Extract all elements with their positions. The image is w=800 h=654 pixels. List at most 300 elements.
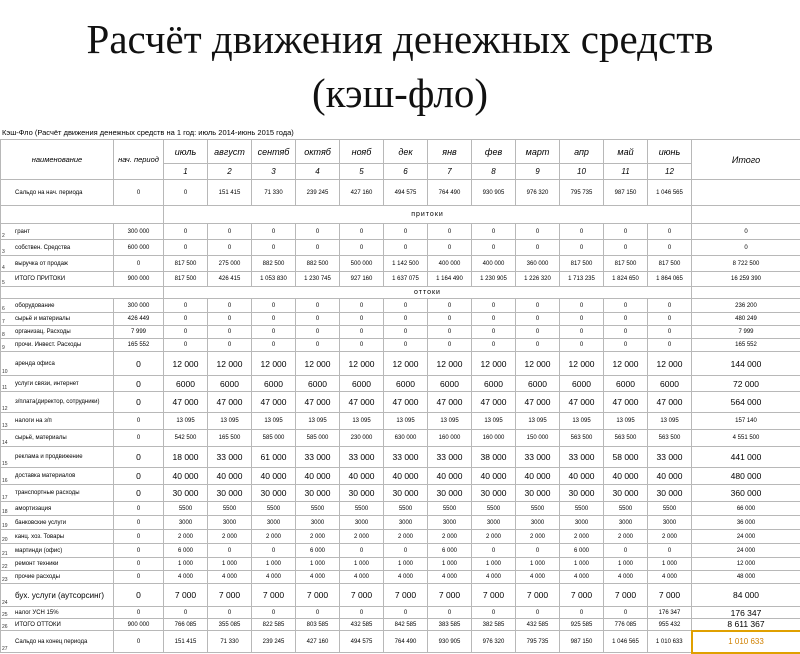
month-value: 0 <box>472 313 516 326</box>
header-name: наименование <box>1 140 114 180</box>
month-header: май <box>604 140 648 164</box>
month-value: 494 575 <box>384 180 428 206</box>
month-value: 2 000 <box>208 530 252 544</box>
month-value: 803 585 <box>296 619 340 631</box>
month-value: 426 415 <box>208 272 252 287</box>
month-value: 2 000 <box>384 530 428 544</box>
month-value: 766 085 <box>164 619 208 631</box>
row-label <box>1 619 114 631</box>
total-value: 72 000 <box>692 376 800 392</box>
month-value: 13 095 <box>604 413 648 430</box>
total-value: 16 259 390 <box>692 272 800 287</box>
month-value: 976 320 <box>472 631 516 653</box>
table-row <box>1 558 800 571</box>
table-row <box>1 392 800 413</box>
month-value: 400 000 <box>472 256 516 272</box>
month-value: 1 230 745 <box>296 272 340 287</box>
month-value: 2 000 <box>340 530 384 544</box>
row-label <box>1 544 114 558</box>
start-value: 0 <box>114 447 164 468</box>
table-caption: Кэш-Фло (Расчёт движения денежных средств на 1 год: июль 2014-июнь 2015 года) <box>2 128 294 137</box>
month-value: 0 <box>560 339 604 352</box>
month-value: 0 <box>296 326 340 339</box>
month-header: дек <box>384 140 428 164</box>
month-value: 176 347 <box>648 607 692 619</box>
month-value: 5500 <box>208 502 252 516</box>
start-value: 0 <box>114 584 164 607</box>
start-value: 900 000 <box>114 619 164 631</box>
month-value: 0 <box>384 607 428 619</box>
total-value: 157 140 <box>692 413 800 430</box>
month-value: 0 <box>516 299 560 313</box>
month-value: 930 905 <box>472 180 516 206</box>
month-value: 3000 <box>252 516 296 530</box>
row-label-text: Сальдо на нач. периода <box>15 190 82 196</box>
month-value: 165 500 <box>208 430 252 447</box>
month-value: 0 <box>516 313 560 326</box>
month-value: 882 500 <box>252 256 296 272</box>
month-value: 585 000 <box>252 430 296 447</box>
row-label-text: транспортные расходы <box>15 490 80 496</box>
month-value: 2 000 <box>252 530 296 544</box>
month-value: 0 <box>516 326 560 339</box>
month-value: 58 000 <box>604 447 648 468</box>
month-value: 0 <box>648 299 692 313</box>
table-row <box>1 516 800 530</box>
month-header: август <box>208 140 252 164</box>
row-label <box>1 516 114 530</box>
month-value: 0 <box>340 313 384 326</box>
row-number: 10 <box>2 369 8 375</box>
month-value: 6000 <box>648 376 692 392</box>
month-value: 47 000 <box>516 392 560 413</box>
month-value: 0 <box>472 299 516 313</box>
month-value: 30 000 <box>428 485 472 502</box>
outflows-section-header <box>1 287 800 299</box>
month-value: 7 000 <box>648 584 692 607</box>
row-label <box>1 430 114 447</box>
month-value: 976 320 <box>516 180 560 206</box>
month-value: 432 585 <box>516 619 560 631</box>
month-header: июнь <box>648 140 692 164</box>
month-value: 0 <box>560 607 604 619</box>
month-number: 9 <box>516 164 560 180</box>
table-row <box>1 502 800 516</box>
month-value: 0 <box>296 607 340 619</box>
month-value: 6000 <box>472 376 516 392</box>
month-value: 40 000 <box>164 468 208 485</box>
month-value: 33 000 <box>384 447 428 468</box>
month-value: 4 000 <box>560 571 604 584</box>
month-value: 1 226 320 <box>516 272 560 287</box>
month-value: 0 <box>384 224 428 240</box>
row-number: 23 <box>2 577 8 583</box>
row-label <box>1 256 114 272</box>
total-value: 165 552 <box>692 339 800 352</box>
month-value: 6000 <box>252 376 296 392</box>
total-value: 24 000 <box>692 544 800 558</box>
month-value: 12 000 <box>164 352 208 376</box>
total-value: 360 000 <box>692 485 800 502</box>
month-value: 0 <box>604 326 648 339</box>
month-value: 1 142 500 <box>384 256 428 272</box>
month-value: 47 000 <box>164 392 208 413</box>
start-value: 0 <box>114 502 164 516</box>
month-value: 6000 <box>428 376 472 392</box>
start-value: 300 000 <box>114 299 164 313</box>
month-value: 30 000 <box>384 485 428 502</box>
row-label <box>1 299 114 313</box>
row-label-text: мартинди (офис) <box>15 548 62 554</box>
month-value: 500 000 <box>340 256 384 272</box>
total-value: 480 249 <box>692 313 800 326</box>
row-label <box>1 313 114 326</box>
row-label-text: сырьё, материалы <box>15 435 67 441</box>
section-title: притоки <box>164 206 692 224</box>
total-value: 0 <box>692 224 800 240</box>
month-value: 0 <box>164 299 208 313</box>
month-value: 47 000 <box>604 392 648 413</box>
month-value: 1 230 905 <box>472 272 516 287</box>
month-value: 30 000 <box>340 485 384 502</box>
month-value: 0 <box>164 240 208 256</box>
total-value: 236 200 <box>692 299 800 313</box>
month-value: 7 000 <box>516 584 560 607</box>
row-label-text: прочи. Инвест. Расходы <box>15 342 81 348</box>
month-value: 4 000 <box>472 571 516 584</box>
month-value: 0 <box>648 339 692 352</box>
start-value: 0 <box>114 256 164 272</box>
total-value: 480 000 <box>692 468 800 485</box>
month-number: 4 <box>296 164 340 180</box>
month-value: 817 500 <box>164 256 208 272</box>
month-value: 0 <box>472 607 516 619</box>
month-value: 7 000 <box>560 584 604 607</box>
month-value: 13 095 <box>340 413 384 430</box>
month-value: 0 <box>472 224 516 240</box>
month-header: апр <box>560 140 604 164</box>
row-label-text: доставка материалов <box>15 473 75 479</box>
row-number: 3 <box>2 249 5 255</box>
month-value: 3000 <box>340 516 384 530</box>
month-value: 47 000 <box>252 392 296 413</box>
month-value: 33 000 <box>428 447 472 468</box>
total-value: 564 000 <box>692 392 800 413</box>
month-value: 1 000 <box>384 558 428 571</box>
month-value: 795 735 <box>516 631 560 653</box>
month-value: 0 <box>384 240 428 256</box>
month-value: 5500 <box>164 502 208 516</box>
month-header: янв <box>428 140 472 164</box>
month-value: 5500 <box>340 502 384 516</box>
month-value: 230 000 <box>340 430 384 447</box>
month-value: 494 575 <box>340 631 384 653</box>
month-value: 71 330 <box>208 631 252 653</box>
month-value: 0 <box>648 240 692 256</box>
month-value: 1 000 <box>252 558 296 571</box>
month-value: 40 000 <box>340 468 384 485</box>
total-value: 176 347 <box>692 607 800 619</box>
month-value: 0 <box>516 544 560 558</box>
start-value: 426 449 <box>114 313 164 326</box>
month-value: 13 095 <box>516 413 560 430</box>
month-value: 13 095 <box>296 413 340 430</box>
month-value: 0 <box>428 339 472 352</box>
month-value: 1 000 <box>516 558 560 571</box>
month-number: 10 <box>560 164 604 180</box>
month-value: 30 000 <box>516 485 560 502</box>
cash-flow-table <box>0 139 800 654</box>
month-value: 0 <box>472 339 516 352</box>
month-value: 3000 <box>648 516 692 530</box>
month-value: 6000 <box>340 376 384 392</box>
month-value: 0 <box>164 313 208 326</box>
table-row <box>1 468 800 485</box>
row-label <box>1 502 114 516</box>
month-value: 2 000 <box>296 530 340 544</box>
month-value: 1 000 <box>472 558 516 571</box>
month-value: 0 <box>428 313 472 326</box>
table-row <box>1 272 800 287</box>
month-value: 33 000 <box>340 447 384 468</box>
month-value: 33 000 <box>648 447 692 468</box>
month-value: 30 000 <box>296 485 340 502</box>
month-value: 542 500 <box>164 430 208 447</box>
start-value: 0 <box>114 430 164 447</box>
row-number: 12 <box>2 406 8 412</box>
row-label <box>1 631 114 653</box>
month-value: 0 <box>560 313 604 326</box>
month-number: 12 <box>648 164 692 180</box>
month-number: 7 <box>428 164 472 180</box>
month-value: 0 <box>296 240 340 256</box>
total-value: 1 010 633 <box>692 631 800 653</box>
month-value: 776 085 <box>604 619 648 631</box>
month-value: 0 <box>428 224 472 240</box>
month-value: 30 000 <box>252 485 296 502</box>
month-value: 0 <box>252 339 296 352</box>
month-value: 2 000 <box>604 530 648 544</box>
row-number: 18 <box>2 509 8 515</box>
month-value: 30 000 <box>648 485 692 502</box>
row-number: 25 <box>2 612 8 618</box>
row-label-text: банковские услуги <box>15 520 66 526</box>
month-value: 0 <box>516 224 560 240</box>
month-value: 987 150 <box>604 180 648 206</box>
month-value: 40 000 <box>252 468 296 485</box>
row-label <box>1 468 114 485</box>
month-value: 0 <box>604 607 648 619</box>
month-value: 7 000 <box>208 584 252 607</box>
month-value: 3000 <box>208 516 252 530</box>
month-value: 3000 <box>560 516 604 530</box>
month-value: 7 000 <box>472 584 516 607</box>
month-value: 0 <box>648 313 692 326</box>
row-label <box>1 392 114 413</box>
row-label <box>1 180 114 206</box>
month-value: 764 490 <box>428 180 472 206</box>
month-value: 30 000 <box>604 485 648 502</box>
month-value: 0 <box>208 299 252 313</box>
month-value: 817 500 <box>648 256 692 272</box>
month-value: 0 <box>340 326 384 339</box>
month-value: 0 <box>208 607 252 619</box>
row-number: 9 <box>2 345 5 351</box>
month-value: 12 000 <box>428 352 472 376</box>
month-value: 6000 <box>560 376 604 392</box>
start-value: 165 552 <box>114 339 164 352</box>
total-value: 4 551 500 <box>692 430 800 447</box>
month-value: 150 000 <box>516 430 560 447</box>
month-value: 0 <box>208 224 252 240</box>
month-value: 47 000 <box>428 392 472 413</box>
month-value: 3000 <box>516 516 560 530</box>
cash-flow-sheet <box>0 139 800 654</box>
month-value: 33 000 <box>296 447 340 468</box>
month-value: 71 330 <box>252 180 296 206</box>
row-label-text: аренда офиса <box>15 361 55 367</box>
month-value: 0 <box>252 299 296 313</box>
month-value: 2 000 <box>164 530 208 544</box>
row-label <box>1 272 114 287</box>
month-value: 817 500 <box>164 272 208 287</box>
month-value: 5500 <box>648 502 692 516</box>
start-value: 7 999 <box>114 326 164 339</box>
month-value: 764 490 <box>384 631 428 653</box>
month-value: 151 415 <box>164 631 208 653</box>
month-value: 1 000 <box>428 558 472 571</box>
month-value: 12 000 <box>340 352 384 376</box>
month-value: 4 000 <box>428 571 472 584</box>
month-value: 30 000 <box>164 485 208 502</box>
month-value: 40 000 <box>604 468 648 485</box>
total-value: 48 000 <box>692 571 800 584</box>
month-value: 1 000 <box>648 558 692 571</box>
month-value: 40 000 <box>296 468 340 485</box>
month-value: 3000 <box>428 516 472 530</box>
month-value: 47 000 <box>296 392 340 413</box>
month-value: 7 000 <box>604 584 648 607</box>
start-value: 0 <box>114 558 164 571</box>
row-label-text: ИТОГО ПРИТОКИ <box>15 276 65 282</box>
month-value: 40 000 <box>516 468 560 485</box>
row-number: 17 <box>2 495 8 501</box>
row-label-text: з/плата(директор, сотрудники) <box>15 399 100 405</box>
row-label-text: Сальдо на конец периода <box>15 639 87 645</box>
month-value: 0 <box>384 326 428 339</box>
month-value: 795 735 <box>560 180 604 206</box>
month-value: 1 046 565 <box>648 180 692 206</box>
month-value: 4 000 <box>208 571 252 584</box>
row-number: 16 <box>2 478 8 484</box>
total-value: 144 000 <box>692 352 800 376</box>
month-value: 40 000 <box>384 468 428 485</box>
month-value: 630 000 <box>384 430 428 447</box>
month-value: 13 095 <box>472 413 516 430</box>
row-number: 15 <box>2 461 8 467</box>
month-value: 12 000 <box>560 352 604 376</box>
month-value: 4 000 <box>340 571 384 584</box>
month-value: 1 010 633 <box>648 631 692 653</box>
month-value: 817 500 <box>604 256 648 272</box>
row-number: 7 <box>2 319 5 325</box>
month-value: 160 000 <box>428 430 472 447</box>
header-start: нач. период <box>114 140 164 180</box>
month-value: 3000 <box>164 516 208 530</box>
row-label <box>1 352 114 376</box>
row-label-text: услуги связи, интернет <box>15 381 79 387</box>
month-value: 927 160 <box>340 272 384 287</box>
month-value: 1 713 235 <box>560 272 604 287</box>
month-value: 0 <box>516 240 560 256</box>
month-value: 275 000 <box>208 256 252 272</box>
month-value: 1 000 <box>208 558 252 571</box>
month-value: 0 <box>560 240 604 256</box>
month-value: 987 150 <box>560 631 604 653</box>
month-value: 0 <box>604 544 648 558</box>
month-value: 47 000 <box>208 392 252 413</box>
row-number: 27 <box>2 646 8 652</box>
month-value: 2 000 <box>648 530 692 544</box>
total-value: 8 722 500 <box>692 256 800 272</box>
section-spacer <box>692 287 800 299</box>
month-value: 40 000 <box>208 468 252 485</box>
month-value: 842 585 <box>384 619 428 631</box>
month-value: 239 245 <box>252 631 296 653</box>
month-value: 0 <box>296 299 340 313</box>
month-value: 30 000 <box>208 485 252 502</box>
month-value: 13 095 <box>384 413 428 430</box>
start-value: 0 <box>114 485 164 502</box>
month-value: 6 000 <box>560 544 604 558</box>
month-value: 12 000 <box>296 352 340 376</box>
month-value: 0 <box>384 313 428 326</box>
row-number: 22 <box>2 564 8 570</box>
month-value: 1 046 565 <box>604 631 648 653</box>
total-value: 0 <box>692 240 800 256</box>
month-header: фев <box>472 140 516 164</box>
month-value: 47 000 <box>648 392 692 413</box>
month-value: 0 <box>208 313 252 326</box>
month-value: 7 000 <box>428 584 472 607</box>
month-value: 6000 <box>208 376 252 392</box>
row-number: 19 <box>2 523 8 529</box>
table-row <box>1 619 800 631</box>
closing-balance-row <box>1 631 800 653</box>
month-value: 5500 <box>516 502 560 516</box>
table-row <box>1 571 800 584</box>
row-label-text: сырьё и материалы <box>15 316 70 322</box>
month-value: 12 000 <box>516 352 560 376</box>
row-label-text: собствен. Средства <box>15 245 70 251</box>
row-number: 24 <box>2 600 8 606</box>
start-value: 0 <box>114 530 164 544</box>
month-value: 0 <box>516 339 560 352</box>
row-label-text: организац. Расходы <box>15 329 71 335</box>
month-value: 5500 <box>472 502 516 516</box>
table-row <box>1 256 800 272</box>
month-value: 2 000 <box>472 530 516 544</box>
total-value: 66 000 <box>692 502 800 516</box>
month-header: июль <box>164 140 208 164</box>
month-value: 4 000 <box>516 571 560 584</box>
month-value: 955 432 <box>648 619 692 631</box>
month-value: 239 245 <box>296 180 340 206</box>
month-value: 0 <box>428 299 472 313</box>
month-value: 0 <box>384 544 428 558</box>
header-total: Итого <box>692 140 800 180</box>
month-value: 0 <box>648 224 692 240</box>
